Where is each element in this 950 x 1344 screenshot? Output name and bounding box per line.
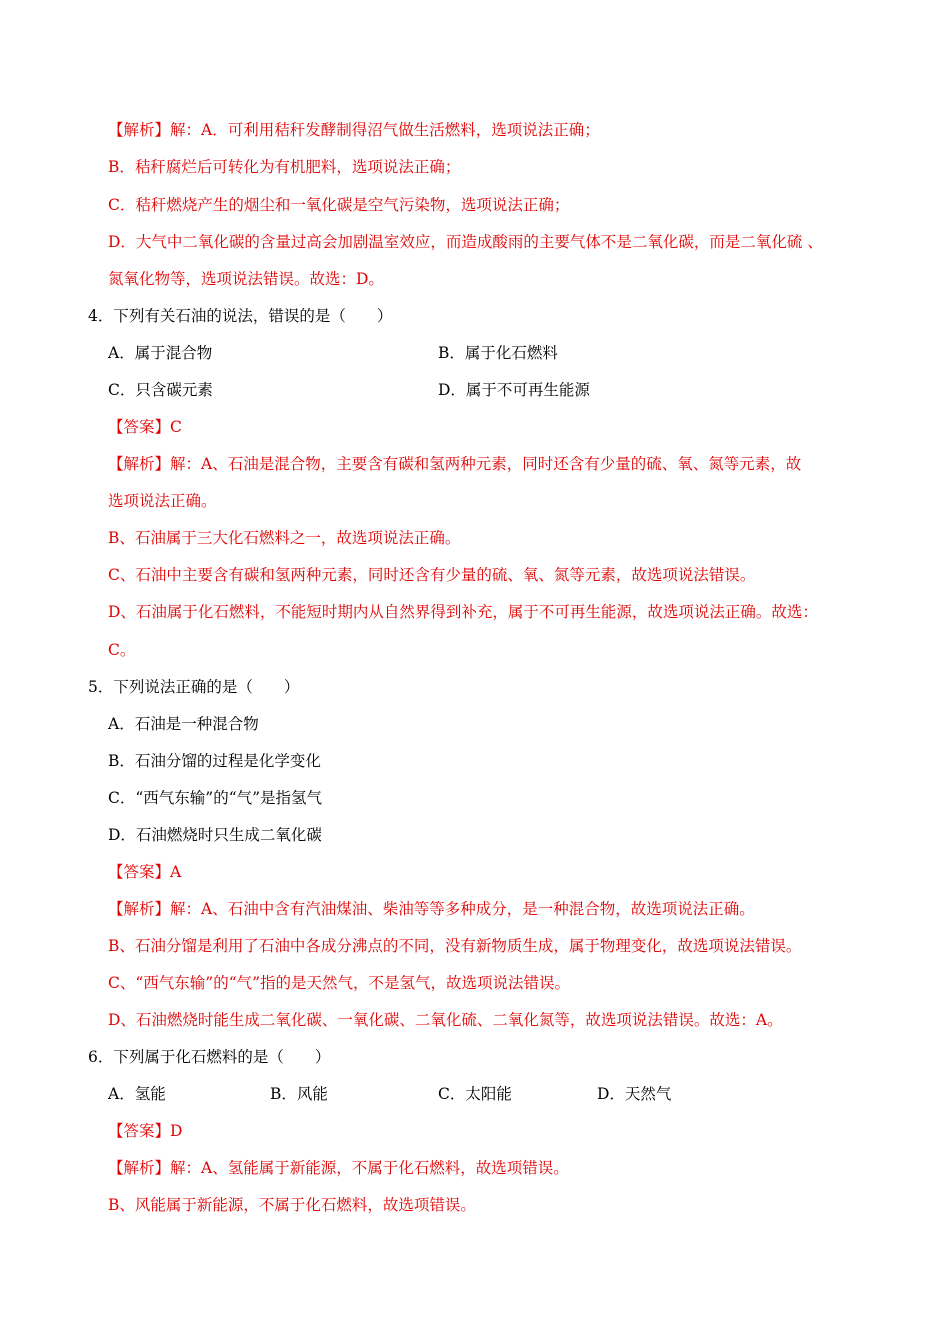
q4-option-c: C．只含碳元素 [108, 381, 213, 399]
q6-option-d: D．天然气 [597, 1085, 672, 1103]
q5-analysis-line: B、石油分馏是利用了石油中各成分沸点的不同，没有新物质生成，属于物理变化，故选项说法错误。 [108, 937, 802, 955]
q4-option-b: B．属于化石燃料 [438, 344, 558, 362]
q6-answer: 【答案】D [108, 1122, 183, 1140]
q5-option-b: B．石油分馏的过程是化学变化 [108, 752, 321, 770]
question-6-stem: 6．下列属于化石燃料的是（ ） [88, 1048, 331, 1066]
q4-analysis-line: C。 [108, 641, 136, 659]
q3-analysis-line: D．大气中二氧化碳的含量过高会加剧温室效应，而造成酸雨的主要气体不是二氧化碳，而是二氧化硫 、 [108, 233, 823, 251]
q3-analysis-line: 氮氧化物等，选项说法错误。故选：D。 [108, 270, 384, 288]
q5-option-c: C．“西气东输”的“气”是指氢气 [108, 789, 323, 807]
question-4-stem: 4．下列有关石油的说法，错误的是（ ） [88, 307, 393, 325]
q4-option-d: D．属于不可再生能源 [438, 381, 590, 399]
q5-option-d: D．石油燃烧时只生成二氧化碳 [108, 826, 322, 844]
q5-analysis-line: 【解析】解：A、石油中含有汽油煤油、柴油等等多种成分，是一种混合物，故选项说法正确。 [108, 900, 755, 918]
q5-answer: 【答案】A [108, 863, 182, 881]
q6-option-a: A．氢能 [108, 1085, 166, 1103]
q6-analysis-line: 【解析】解：A、氢能属于新能源，不属于化石燃料，故选项错误。 [108, 1159, 569, 1177]
q4-analysis-line: B、石油属于三大化石燃料之一，故选项说法正确。 [108, 529, 461, 547]
q5-option-a: A．石油是一种混合物 [108, 715, 259, 733]
q4-analysis-line: 【解析】解：A、石油是混合物，主要含有碳和氢两种元素，同时还含有少量的硫、氧、氮等元素，故 [108, 455, 802, 473]
q4-analysis-line: 选项说法正确。 [108, 492, 217, 510]
q6-option-c: C．太阳能 [438, 1085, 512, 1103]
q4-analysis-line: D、石油属于化石燃料，不能短时期内从自然界得到补充，属于不可再生能源，故选项说法正确。故选： [108, 603, 818, 621]
q3-analysis-line: B．秸秆腐烂后可转化为有机肥料，选项说法正确； [108, 158, 461, 176]
q6-option-b: B．风能 [270, 1085, 328, 1103]
q4-analysis-line: C、石油中主要含有碳和氢两种元素，同时还含有少量的硫、氧、氮等元素，故选项说法错误。 [108, 566, 756, 584]
q5-analysis-line: D、石油燃烧时能生成二氧化碳、一氧化碳、二氧化硫、二氧化氮等，故选项说法错误。故选：A。 [108, 1011, 783, 1029]
q5-analysis-line: C、“西气东输”的“气”指的是天然气，不是氢气，故选项说法错误。 [108, 974, 571, 992]
q6-analysis-line: B、风能属于新能源，不属于化石燃料，故选项错误。 [108, 1196, 476, 1214]
q4-answer: 【答案】C [108, 418, 182, 436]
question-5-stem: 5．下列说法正确的是（ ） [88, 678, 300, 696]
q3-analysis-line: 【解析】解：A．可利用秸秆发酵制得沼气做生活燃料，选项说法正确； [108, 121, 600, 139]
q4-option-a: A．属于混合物 [108, 344, 213, 362]
q3-analysis-line: C．秸秆燃烧产生的烟尘和一氧化碳是空气污染物，选项说法正确； [108, 196, 570, 214]
